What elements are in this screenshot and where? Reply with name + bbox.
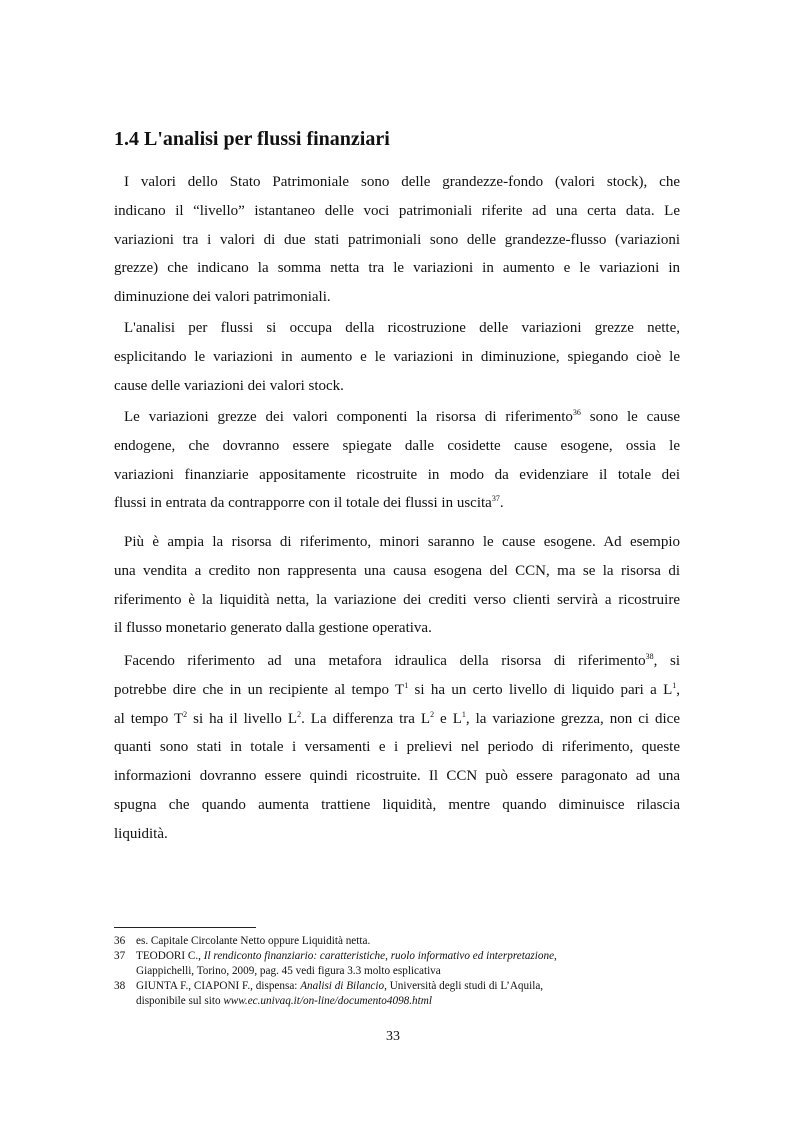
footnote-ref-37[interactable]: 37 [491,494,500,504]
text-line: endogene, che dovranno essere spiegate dalle cosidette cause esogene, ossia le [114,437,680,454]
footnote-36 [114,934,674,949]
text-line: esplicitando le variazioni in aumento e le variazioni in diminuzione, spiegando cioè le [114,348,680,365]
footnote-number: 37 [114,950,126,962]
text-line: il flusso monetario generato dalla gestione operativa. [114,620,432,637]
section-title: 1.4 L'analisi per flussi finanziari [114,128,390,150]
paragraph-3 [114,407,680,522]
footnote-text: es. Capitale Circolante Netto oppure Liquidità netta. [136,935,371,947]
text-line: Facendo riferimento ad una metafora idraulica della risorsa di riferimento$^{38}$, si [124,652,680,669]
paragraph-4 [114,532,680,647]
text-line: L'analisi per flussi si occupa della ricostruzione delle variazioni grezze nette, [124,320,680,336]
text-line: una vendita a credito non rappresenta una causa esogena del CCN, ma se la risorsa di [114,562,680,579]
text-line: flussi in entrata da contrapporre con il totale dei flussi in uscita$^{37}$. [114,494,504,512]
text-line: potrebbe dire che in un recipiente al tempo $T^1$ si ha un certo livello di liquido pari a $L^1$, [114,680,680,698]
book-title: Analisi di Bilancio [300,980,385,992]
text-line: al tempo $T^2$ si ha il livello $L^2$. La differenza tra $L^2$ e $L^1$, la variazione grezza, non ci dice [114,709,680,727]
paragraph-5 [114,651,680,853]
footnote-separator [114,927,256,928]
text-line: quanti sono stati in totale i versamenti e i prelievi nel periodo di riferimento, queste [114,739,680,756]
text-line: I valori dello Stato Patrimoniale sono delle grandezze-fondo (valori stock), che [124,174,680,190]
footnote-text: disponibile sul sito www.ec.univaq.it/on-line/documento4098.html [136,995,432,1007]
text-line: riferimento è la liquidità netta, la variazione dei crediti verso clienti servirà a ricostruire [114,591,680,608]
footnote-number: 38 [114,980,126,992]
text-line: indicano il “livello” istantaneo delle voci patrimoniali riferite ad una certa data. Le [114,202,680,219]
footnote-ref-38[interactable]: 38 [645,652,654,661]
footnote-number: 36 [114,935,126,947]
book-title: Il rendiconto finanziario: caratteristiche, ruolo informativo ed interpretazione [203,950,555,962]
footnote-ref-36[interactable]: 36 [572,408,581,417]
paragraph-1 [114,172,680,316]
website-link[interactable]: www.ec.univaq.it/on-line/documento4098.html [223,995,432,1007]
text-line: diminuzione dei valori patrimoniali. [114,289,331,306]
footnote-text: TEODORI C., Il rendiconto finanziario: caratteristiche, ruolo informativo ed interpretazione, [136,950,557,962]
text-line: liquidità. [114,825,168,842]
text-line: variazioni tra i valori di due stati patrimoniali sono delle grandezze-flusso (variazioni [114,231,680,248]
text-line: informazioni dovranno essere quindi ricostruite. Il CCN può essere paragonato ad una [114,768,680,785]
footnote-text: GIUNTA F., CIAPONI F., dispensa: Analisi di Bilancio, Università degli studi di L’Aquila, [136,980,544,992]
footnote-37 [114,949,674,979]
text-line: spugna che quando aumenta trattiene liquidità, mentre quando diminuisce rilascia [114,796,680,813]
text-line: grezze) che indicano la somma netta tra le variazioni in aumento e le variazioni in [114,260,680,277]
text-line: Più è ampia la risorsa di riferimento, minori saranno le cause esogene. Ad esempio [124,534,680,550]
footnote-38 [114,979,674,1009]
text-line: Le variazioni grezze dei valori componenti la risorsa di riferimento$^{36}$ sono le cause [124,408,680,425]
text-line: variazioni finanziarie appositamente ricostruite in modo da evidenziare il totale dei [114,466,680,483]
paragraph-2 [114,318,680,404]
footnote-text: Giappichelli, Torino, 2009, pag. 45 vedi figura 3.3 molto esplicativa [136,965,441,977]
page-number: 33 [386,1029,400,1044]
text-line: cause delle variazioni dei valori stock. [114,377,344,394]
